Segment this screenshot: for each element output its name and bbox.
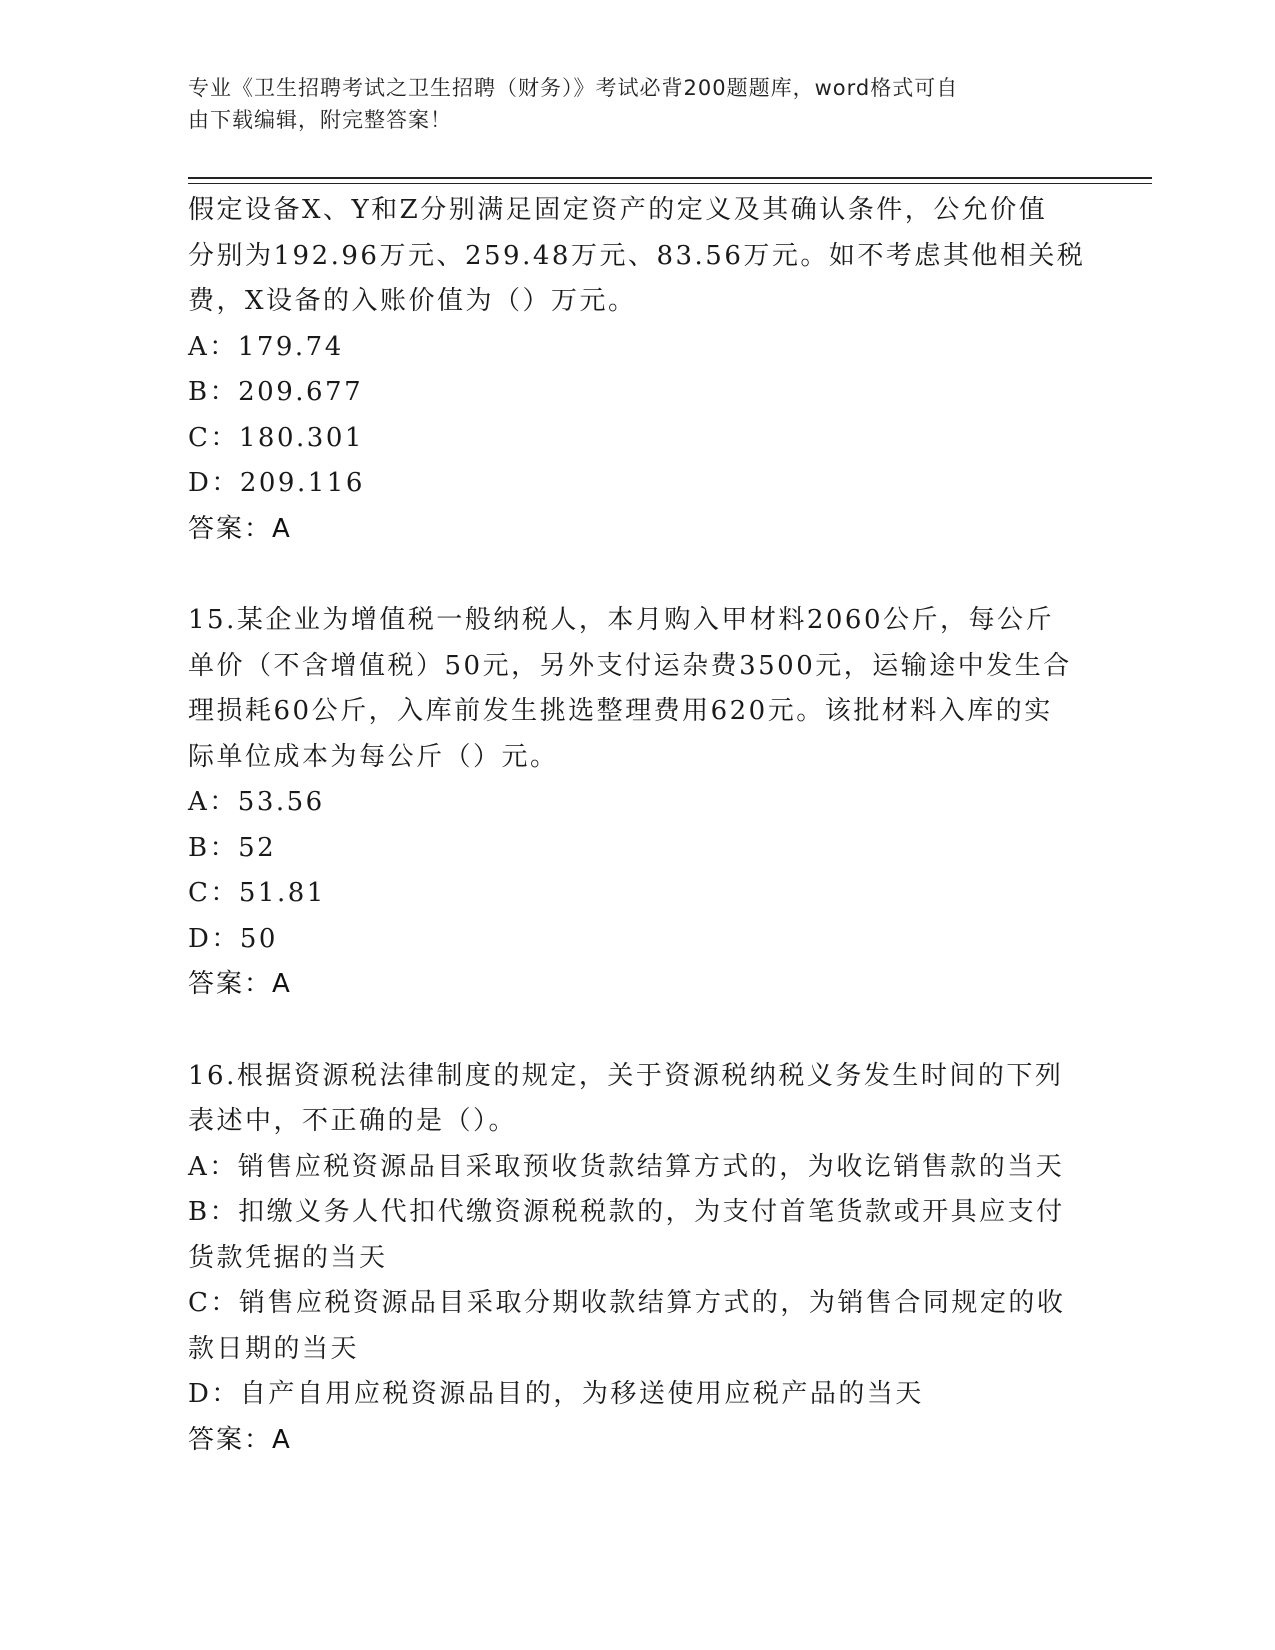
header-line-1: 专业《卫生招聘考试之卫生招聘（财务）》考试必背200题题库，word格式可自 [188,76,959,100]
option-c: C：180.301 [188,422,364,453]
option-c [188,1281,1088,1372]
question-stem-line: 假定设备X、Y和Z分别满足固定资产的定义及其确认条件，公允价值 [188,195,1048,225]
question-list [188,188,1088,1463]
question-15 [188,598,1088,1008]
header-line-2: 由下载编辑，附完整答案！ [188,108,452,132]
option-a [188,1145,1088,1191]
option-line: B：扣缴义务人代扣代缴资源税税款的，为支付首笔货款或开具应支付 [188,1197,1065,1227]
question-stem-line: 理损耗60公斤，入库前发生挑选整理费用620元。该批材料入库的实 [188,696,1053,726]
question-14-stem [188,188,1088,325]
option-b: B：52 [188,832,277,863]
question-14-options [188,325,1088,507]
question-15-answer: 答案：A [188,969,292,999]
question-stem-line: 表述中，不正确的是（）。 [188,1106,518,1136]
question-stem-line: 际单位成本为每公斤（）元。 [188,741,559,772]
option-d: D：50 [188,923,278,954]
question-stem-line: 15.某企业为增值税一般纳税人，本月购入甲材料2060公斤，每公斤 [188,605,1055,635]
option-b: B：209.677 [188,377,364,407]
option-a: A：53.56 [188,787,325,817]
question-stem-line: 单价（不含增值税）50元，另外支付运杂费3500元，运输途中发生合 [188,650,1072,681]
question-spacer [188,1008,1088,1054]
question-stem-line: 分别为192.96万元、259.48万元、83.56万元。如不考虑其他相关税 [188,240,1086,271]
header-divider-thin [188,183,1152,184]
option-d: D：209.116 [188,468,365,498]
question-14-answer: 答案：A [188,513,292,544]
option-c: C：51.81 [188,878,326,908]
option-line: C：销售应税资源品目采取分期收款结算方式的，为销售合同规定的收 [188,1288,1066,1318]
document-header-note [188,72,1068,136]
option-line: 款日期的当天 [188,1333,360,1364]
question-stem-line: 费，X设备的入账价值为（）万元。 [188,286,637,316]
option-line: 货款凭据的当天 [188,1242,388,1273]
question-16-stem [188,1054,1088,1145]
option-d [188,1372,1088,1418]
question-stem-line: 16.根据资源税法律制度的规定，关于资源税纳税义务发生时间的下列 [188,1060,1064,1091]
question-14 [188,188,1088,552]
question-15-stem [188,598,1088,780]
header-divider-thick [188,177,1152,179]
option-a: A：179.74 [188,331,344,362]
question-16 [188,1054,1088,1464]
option-b [188,1190,1088,1281]
option-line: D：自产自用应税资源品目的，为移送使用应税产品的当天 [188,1379,924,1409]
question-16-answer: 答案：A [188,1424,292,1455]
question-15-options [188,780,1088,962]
option-line: A：销售应税资源品目采取预收货款结算方式的，为收讫销售款的当天 [188,1151,1065,1182]
question-spacer [188,552,1088,598]
question-16-options [188,1145,1088,1418]
